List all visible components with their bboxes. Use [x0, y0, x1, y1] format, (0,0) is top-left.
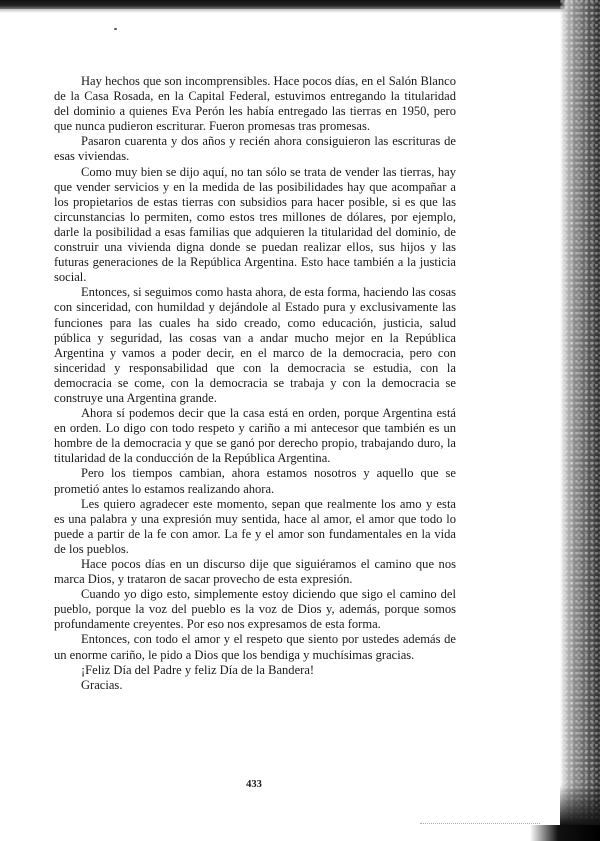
paragraph: Entonces, con todo el amor y el respeto que siento por ustedes además de un enorme cariño, le pido a Dios que los bendiga y muchísimas gracias.: [54, 632, 456, 662]
scan-right-edge: [560, 0, 600, 841]
document-body: [54, 74, 456, 693]
paragraph: Pero los tiempos cambian, ahora estamos nosotros y aquello que se prometió antes lo estamos realizando ahora.: [54, 466, 456, 496]
scan-bottom-edge: [530, 825, 600, 841]
scan-corner-shadow: [560, 785, 600, 825]
scan-top-shadow: [0, 9, 600, 13]
paragraph: Entonces, si seguimos como hasta ahora, de esta forma, haciendo las cosas con sinceridad, con humildad y dejándole al Estado pura y exclusivamente las funciones para las cuales ha sido creado, como educación, justicia, salud pública y seguridad, las cosas van a andar mucho mejor en la República Argentina y vamos a poder decir, en el marco de la democracia, pero con sinceridad y responsabilidad que con la democracia se estudia, con la democracia se come, con la democracia se trabaja y con la democracia se construye una Argentina grande.: [54, 285, 456, 405]
paragraph: Cuando yo digo esto, simplemente estoy diciendo que sigo el camino del pueblo, porque la voz del pueblo es la voz de Dios y, además, porque somos profundamente creyentes. Por eso nos expresamos de esta forma.: [54, 587, 456, 632]
scan-speck: [114, 28, 117, 30]
paragraph: Ahora sí podemos decir que la casa está en orden, porque Argentina está en orden. Lo digo con todo respeto y cariño a mi antecesor que también es un hombre de la democracia y que se ganó por derecho propio, trabajando duro, la titularidad de la conducción de la República Argentina.: [54, 406, 456, 466]
scan-top-edge: [0, 0, 600, 9]
paragraph: Como muy bien se dijo aquí, no tan sólo se trata de vender las tierras, hay que vender servicios y en la medida de las posibilidades hay que acompañar a los propietarios de estas tierras con subsidios para hacer posible, si es que las circunstancias lo permiten, como estos tres millones de dólares, por ejemplo, darle la posibilidad a esas familias que adquieren la titularidad del dominio, de construir una vivienda digna donde se puedan realizar ellos, sus hijos y las futuras generaciones de la República Argentina. Esto hace también a la justicia social.: [54, 164, 456, 285]
paragraph: Gracias.: [81, 677, 123, 692]
paragraph: Hace pocos días en un discurso dije que siguiéramos el camino que nos marca Dios, y trataron de sacar provecho de esta expresión.: [54, 557, 456, 587]
scan-dotted-line: [420, 823, 540, 824]
page-number: 433: [246, 779, 262, 790]
paragraph: Pasaron cuarenta y dos años y recién ahora consiguieron las escrituras de esas viviendas.: [54, 134, 456, 164]
paragraph: ¡Feliz Día del Padre y feliz Día de la Bandera!: [81, 662, 315, 677]
paragraph: Hay hechos que son incomprensibles. Hace pocos días, en el Salón Blanco de la Casa Rosada, en la Capital Federal, estuvimos entregando la titularidad del dominio a quienes Eva Perón les había entregado las tierras en 1950, pero que nunca pudieron escriturar. Fueron promesas tras promesas.: [54, 74, 456, 134]
paragraph: Les quiero agradecer este momento, sepan que realmente los amo y esta es una palabra y una expresión muy sentida, hace al amor, el amor que todo lo puede a partir de la fe con amor. La fe y el amor son fundamentales en la vida de los pueblos.: [54, 496, 456, 556]
